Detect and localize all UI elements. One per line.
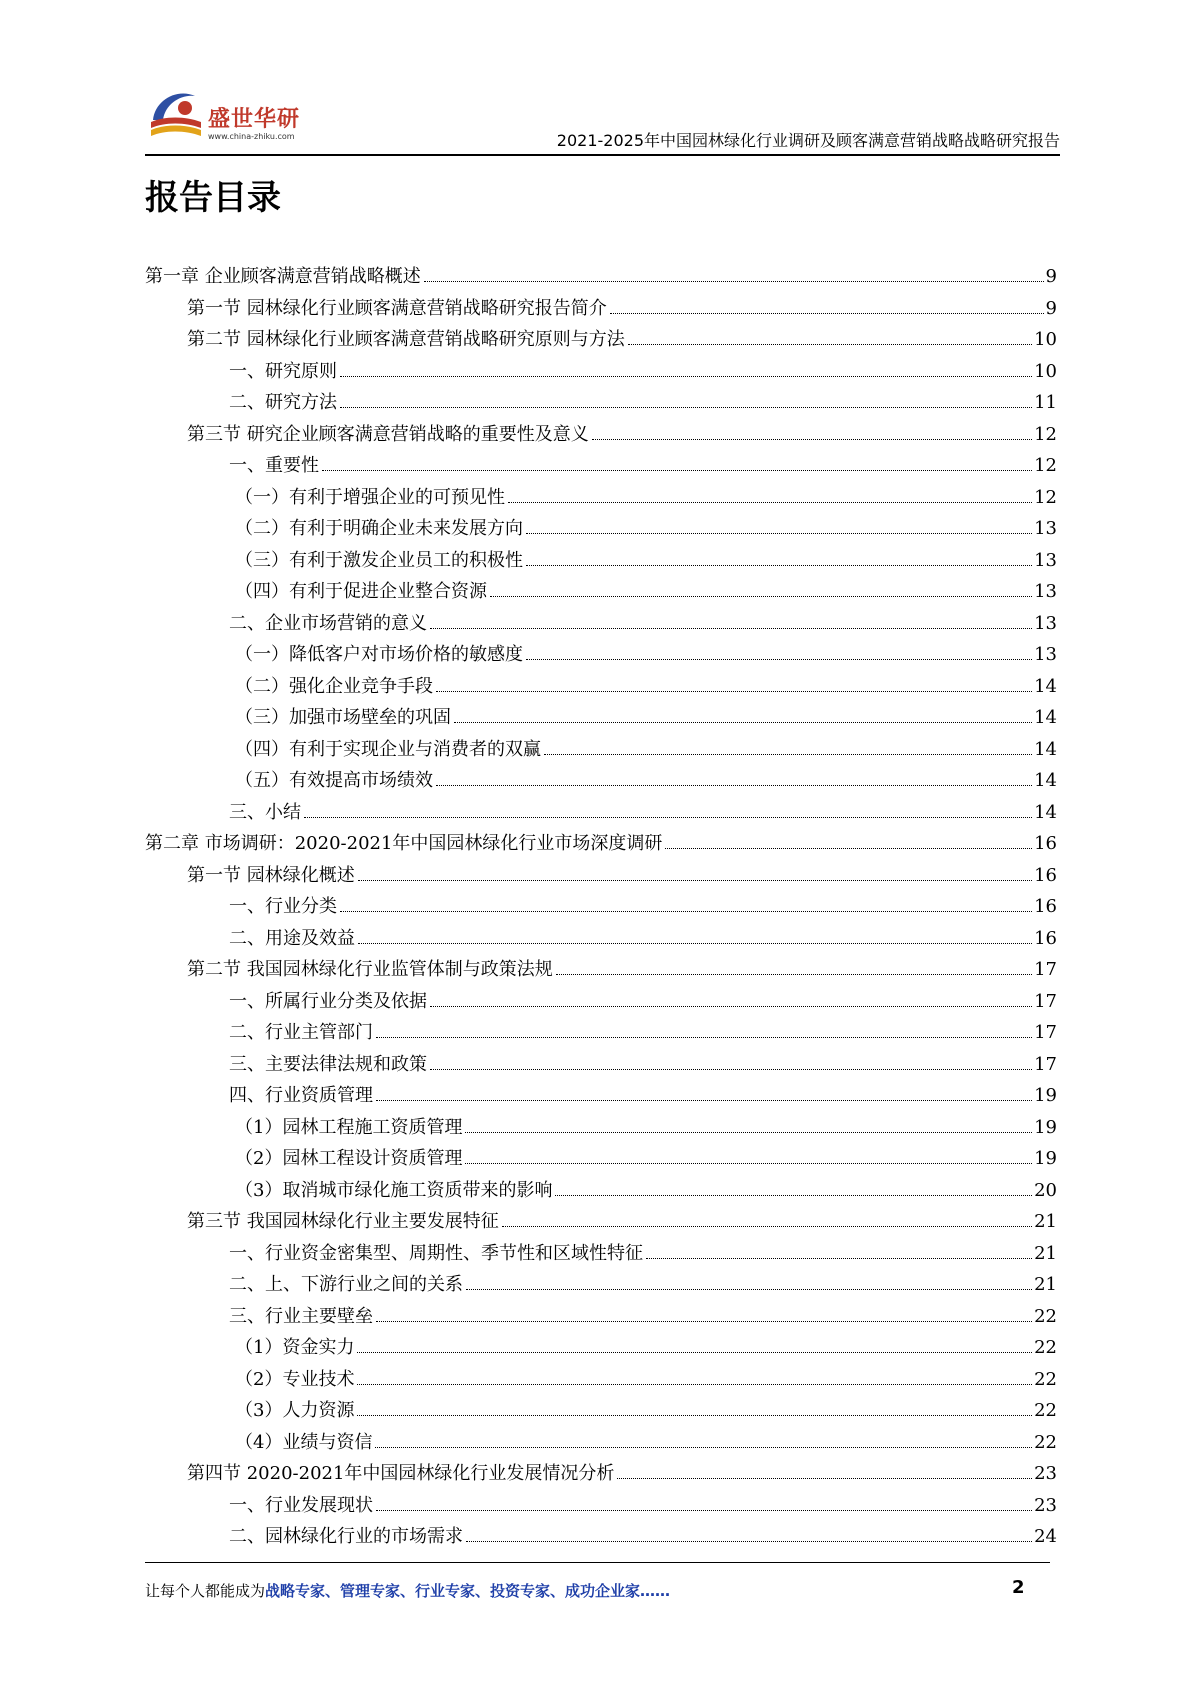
- toc-entry[interactable]: [145, 546, 1057, 578]
- toc-entry[interactable]: [145, 1018, 1057, 1050]
- toc-entry[interactable]: [145, 672, 1057, 704]
- toc-entry[interactable]: [145, 1270, 1057, 1302]
- toc-entry-title: （二）有利于明确企业未来发展方向: [235, 518, 523, 539]
- toc-leader-dots: [358, 943, 1032, 944]
- toc-leader-dots: [357, 1352, 1032, 1353]
- toc-entry-title: 四、行业资质管理: [229, 1085, 373, 1106]
- toc-entry-title: （2）专业技术: [235, 1368, 355, 1390]
- toc-entry-title: 三、行业主要壁垒: [229, 1305, 373, 1327]
- toc-leader-dots: [430, 1069, 1032, 1070]
- toc-entry-page: 12: [1034, 423, 1057, 445]
- toc-entry-title: 二、研究方法: [229, 392, 337, 413]
- toc-entry-page: 10: [1034, 329, 1057, 350]
- toc-entry-page: 19: [1034, 1148, 1057, 1169]
- toc-entry[interactable]: [145, 829, 1057, 861]
- footer-slogan-highlight: 战略专家、管理专家、行业专家、投资专家、成功企业家……: [265, 1582, 671, 1600]
- toc-leader-dots: [646, 1258, 1032, 1259]
- toc-entry[interactable]: [145, 1239, 1057, 1271]
- toc-entry-page: 24: [1034, 1526, 1057, 1547]
- toc-leader-dots: [436, 691, 1032, 692]
- toc-entry[interactable]: [145, 325, 1057, 357]
- toc-leader-dots: [357, 1384, 1032, 1385]
- toc-entry-page: 11: [1034, 392, 1057, 413]
- table-of-contents: [145, 262, 1057, 1554]
- toc-entry-page: 21: [1034, 1242, 1057, 1264]
- toc-entry-title: 二、行业主管部门: [229, 1022, 373, 1043]
- logo-emblem-icon: [145, 82, 207, 144]
- toc-entry[interactable]: [145, 1491, 1057, 1523]
- toc-entry-title: 第一节 园林绿化概述: [187, 864, 355, 886]
- toc-leader-dots: [340, 376, 1032, 377]
- toc-entry-title: （4）业绩与资信: [235, 1431, 373, 1453]
- toc-entry[interactable]: [145, 1522, 1057, 1554]
- toc-entry-page: 14: [1034, 801, 1057, 823]
- page-number: 2: [1012, 1577, 1025, 1598]
- toc-entry[interactable]: [145, 924, 1057, 956]
- toc-entry[interactable]: [145, 640, 1057, 672]
- toc-entry[interactable]: [145, 892, 1057, 924]
- toc-entry[interactable]: [145, 451, 1057, 483]
- toc-entry-page: 21: [1034, 1211, 1057, 1232]
- toc-entry[interactable]: [145, 1144, 1057, 1176]
- toc-entry-page: 19: [1034, 1116, 1057, 1138]
- toc-entry-title: （五）有效提高市场绩效: [235, 770, 433, 791]
- toc-entry-page: 16: [1034, 927, 1057, 949]
- toc-leader-dots: [466, 1541, 1032, 1542]
- toc-entry-page: 16: [1034, 896, 1057, 917]
- toc-entry-title: （三）有利于激发企业员工的积极性: [235, 549, 523, 571]
- toc-entry-page: 22: [1034, 1337, 1057, 1358]
- toc-entry-page: 13: [1034, 612, 1057, 634]
- toc-leader-dots: [556, 974, 1032, 975]
- toc-entry[interactable]: [145, 609, 1057, 641]
- toc-leader-dots: [430, 628, 1032, 629]
- toc-leader-dots: [490, 596, 1032, 597]
- toc-entry[interactable]: [145, 483, 1057, 515]
- toc-entry-page: 14: [1034, 738, 1057, 760]
- toc-entry-page: 19: [1034, 1085, 1057, 1106]
- toc-entry[interactable]: [145, 1396, 1057, 1428]
- toc-entry[interactable]: [145, 294, 1057, 326]
- toc-entry-title: （二）强化企业竞争手段: [235, 675, 433, 697]
- toc-entry-page: 13: [1034, 549, 1057, 571]
- toc-entry-page: 14: [1034, 707, 1057, 728]
- toc-entry[interactable]: [145, 577, 1057, 609]
- toc-entry-page: 14: [1034, 675, 1057, 697]
- toc-entry[interactable]: [145, 735, 1057, 767]
- toc-entry[interactable]: [145, 1113, 1057, 1145]
- toc-entry-title: 第三节 我国园林绿化行业主要发展特征: [187, 1211, 499, 1232]
- toc-entry-page: 16: [1034, 864, 1057, 886]
- toc-entry-title: 第二节 园林绿化行业顾客满意营销战略研究原则与方法: [187, 329, 625, 350]
- toc-entry-title: 一、行业分类: [229, 896, 337, 917]
- toc-entry[interactable]: [145, 1081, 1057, 1113]
- toc-entry-page: 13: [1034, 518, 1057, 539]
- toc-leader-dots: [436, 785, 1032, 786]
- toc-entry-page: 22: [1034, 1305, 1057, 1327]
- toc-leader-dots: [376, 1510, 1032, 1511]
- toc-entry-title: 第四节 2020-2021年中国园林绿化行业发展情况分析: [187, 1463, 615, 1484]
- toc-entry[interactable]: [145, 1050, 1057, 1082]
- toc-entry[interactable]: [145, 262, 1057, 294]
- toc-leader-dots: [304, 817, 1032, 818]
- toc-leader-dots: [526, 533, 1032, 534]
- toc-entry-title: 三、主要法律法规和政策: [229, 1053, 427, 1075]
- toc-leader-dots: [454, 722, 1032, 723]
- toc-leader-dots: [665, 848, 1032, 849]
- toc-entry-page: 13: [1034, 581, 1057, 602]
- toc-leader-dots: [544, 754, 1032, 755]
- toc-leader-dots: [430, 1006, 1032, 1007]
- toc-entry[interactable]: [145, 703, 1057, 735]
- toc-entry[interactable]: [145, 514, 1057, 546]
- logo-text: 盛世华研: [208, 107, 301, 132]
- toc-entry-page: 20: [1034, 1179, 1057, 1201]
- toc-entry[interactable]: [145, 420, 1057, 452]
- toc-entry[interactable]: [145, 1428, 1057, 1460]
- toc-leader-dots: [628, 344, 1032, 345]
- toc-leader-dots: [424, 281, 1044, 282]
- toc-entry-page: 17: [1034, 990, 1057, 1012]
- toc-entry-page: 23: [1034, 1494, 1057, 1516]
- toc-entry-title: 二、用途及效益: [229, 927, 355, 949]
- toc-leader-dots: [465, 1163, 1032, 1164]
- report-title: 2021-2025年中国园林绿化行业调研及顾客满意营销战略战略研究报告: [556, 131, 1060, 150]
- toc-entry-title: 第一章 企业顾客满意营销战略概述: [145, 266, 421, 287]
- toc-leader-dots: [592, 439, 1032, 440]
- toc-leader-dots: [526, 659, 1032, 660]
- footer-slogan-prefix: 让每个人都能成为: [145, 1582, 266, 1600]
- toc-entry[interactable]: [145, 861, 1057, 893]
- toc-leader-dots: [466, 1289, 1032, 1290]
- toc-entry[interactable]: [145, 987, 1057, 1019]
- toc-entry-page: 21: [1034, 1274, 1057, 1295]
- toc-entry[interactable]: [145, 798, 1057, 830]
- page-header: [145, 80, 1060, 158]
- toc-leader-dots: [357, 1415, 1032, 1416]
- toc-entry-page: 14: [1034, 770, 1057, 791]
- toc-entry-title: 一、所属行业分类及依据: [229, 990, 427, 1012]
- toc-leader-dots: [340, 911, 1032, 912]
- toc-entry[interactable]: [145, 1176, 1057, 1208]
- toc-entry-title: （三）加强市场壁垒的巩固: [235, 707, 451, 728]
- toc-entry[interactable]: [145, 1333, 1057, 1365]
- page-footer: [145, 1580, 1025, 1601]
- toc-entry-page: 9: [1045, 297, 1057, 319]
- toc-leader-dots: [617, 1478, 1032, 1479]
- toc-leader-dots: [502, 1226, 1032, 1227]
- toc-entry-title: 第二节 我国园林绿化行业监管体制与政策法规: [187, 959, 553, 980]
- toc-entry-title: 二、园林绿化行业的市场需求: [229, 1526, 463, 1547]
- toc-entry-title: 一、重要性: [229, 455, 319, 476]
- toc-entry-title: 第一节 园林绿化行业顾客满意营销战略研究报告简介: [187, 297, 607, 319]
- toc-entry-page: 10: [1034, 360, 1057, 382]
- toc-leader-dots: [375, 1447, 1032, 1448]
- toc-leader-dots: [376, 1037, 1032, 1038]
- logo-url: www.china-zhiku.com: [208, 132, 295, 141]
- toc-leader-dots: [322, 470, 1032, 471]
- toc-entry[interactable]: [145, 766, 1057, 798]
- toc-entry-title: 二、上、下游行业之间的关系: [229, 1274, 463, 1295]
- toc-leader-dots: [610, 313, 1044, 314]
- toc-entry-title: 一、行业发展现状: [229, 1494, 373, 1516]
- toc-entry-title: （1）园林工程施工资质管理: [235, 1116, 463, 1138]
- toc-entry-page: 22: [1034, 1431, 1057, 1453]
- toc-entry-title: （2）园林工程设计资质管理: [235, 1148, 463, 1169]
- header-divider: [145, 154, 1060, 156]
- toc-entry[interactable]: [145, 1302, 1057, 1334]
- toc-entry-title: （3）取消城市绿化施工资质带来的影响: [235, 1179, 553, 1201]
- toc-entry-page: 22: [1034, 1400, 1057, 1421]
- toc-entry-title: 一、研究原则: [229, 360, 337, 382]
- toc-entry-title: （四）有利于实现企业与消费者的双赢: [235, 738, 541, 760]
- toc-entry-page: 9: [1045, 266, 1057, 287]
- toc-entry-title: （1）资金实力: [235, 1337, 355, 1358]
- toc-entry[interactable]: [145, 1459, 1057, 1491]
- toc-entry[interactable]: [145, 955, 1057, 987]
- toc-entry[interactable]: [145, 357, 1057, 389]
- toc-entry-title: （四）有利于促进企业整合资源: [235, 581, 487, 602]
- toc-entry-page: 17: [1034, 1022, 1057, 1043]
- toc-entry-page: 17: [1034, 1053, 1057, 1075]
- toc-leader-dots: [376, 1321, 1032, 1322]
- toc-entry-page: 12: [1034, 455, 1057, 476]
- toc-entry-title: （一）降低客户对市场价格的敏感度: [235, 644, 523, 665]
- toc-entry[interactable]: [145, 1207, 1057, 1239]
- toc-entry-page: 22: [1034, 1368, 1057, 1390]
- footer-divider: [145, 1562, 1050, 1563]
- toc-entry-title: 二、企业市场营销的意义: [229, 612, 427, 634]
- toc-entry-title: 第二章 市场调研：2020-2021年中国园林绿化行业市场深度调研: [145, 833, 663, 854]
- toc-entry-title: 一、行业资金密集型、周期性、季节性和区域性特征: [229, 1242, 643, 1264]
- company-logo: [145, 80, 325, 150]
- toc-entry[interactable]: [145, 1365, 1057, 1397]
- toc-entry-title: （3）人力资源: [235, 1400, 355, 1421]
- toc-entry-page: 23: [1034, 1463, 1057, 1484]
- toc-entry-title: 三、小结: [229, 801, 301, 823]
- toc-leader-dots: [358, 880, 1032, 881]
- toc-leader-dots: [555, 1195, 1032, 1196]
- toc-entry-page: 13: [1034, 644, 1057, 665]
- toc-entry-title: 第三节 研究企业顾客满意营销战略的重要性及意义: [187, 423, 589, 445]
- toc-entry[interactable]: [145, 388, 1057, 420]
- toc-leader-dots: [376, 1100, 1032, 1101]
- toc-entry-page: 16: [1034, 833, 1057, 854]
- toc-leader-dots: [340, 407, 1032, 408]
- toc-entry-title: （一）有利于增强企业的可预见性: [235, 486, 505, 508]
- page-title: 报告目录: [145, 178, 281, 218]
- toc-entry-page: 12: [1034, 486, 1057, 508]
- toc-leader-dots: [508, 502, 1032, 503]
- toc-leader-dots: [526, 565, 1032, 566]
- toc-leader-dots: [465, 1132, 1032, 1133]
- toc-entry-page: 17: [1034, 959, 1057, 980]
